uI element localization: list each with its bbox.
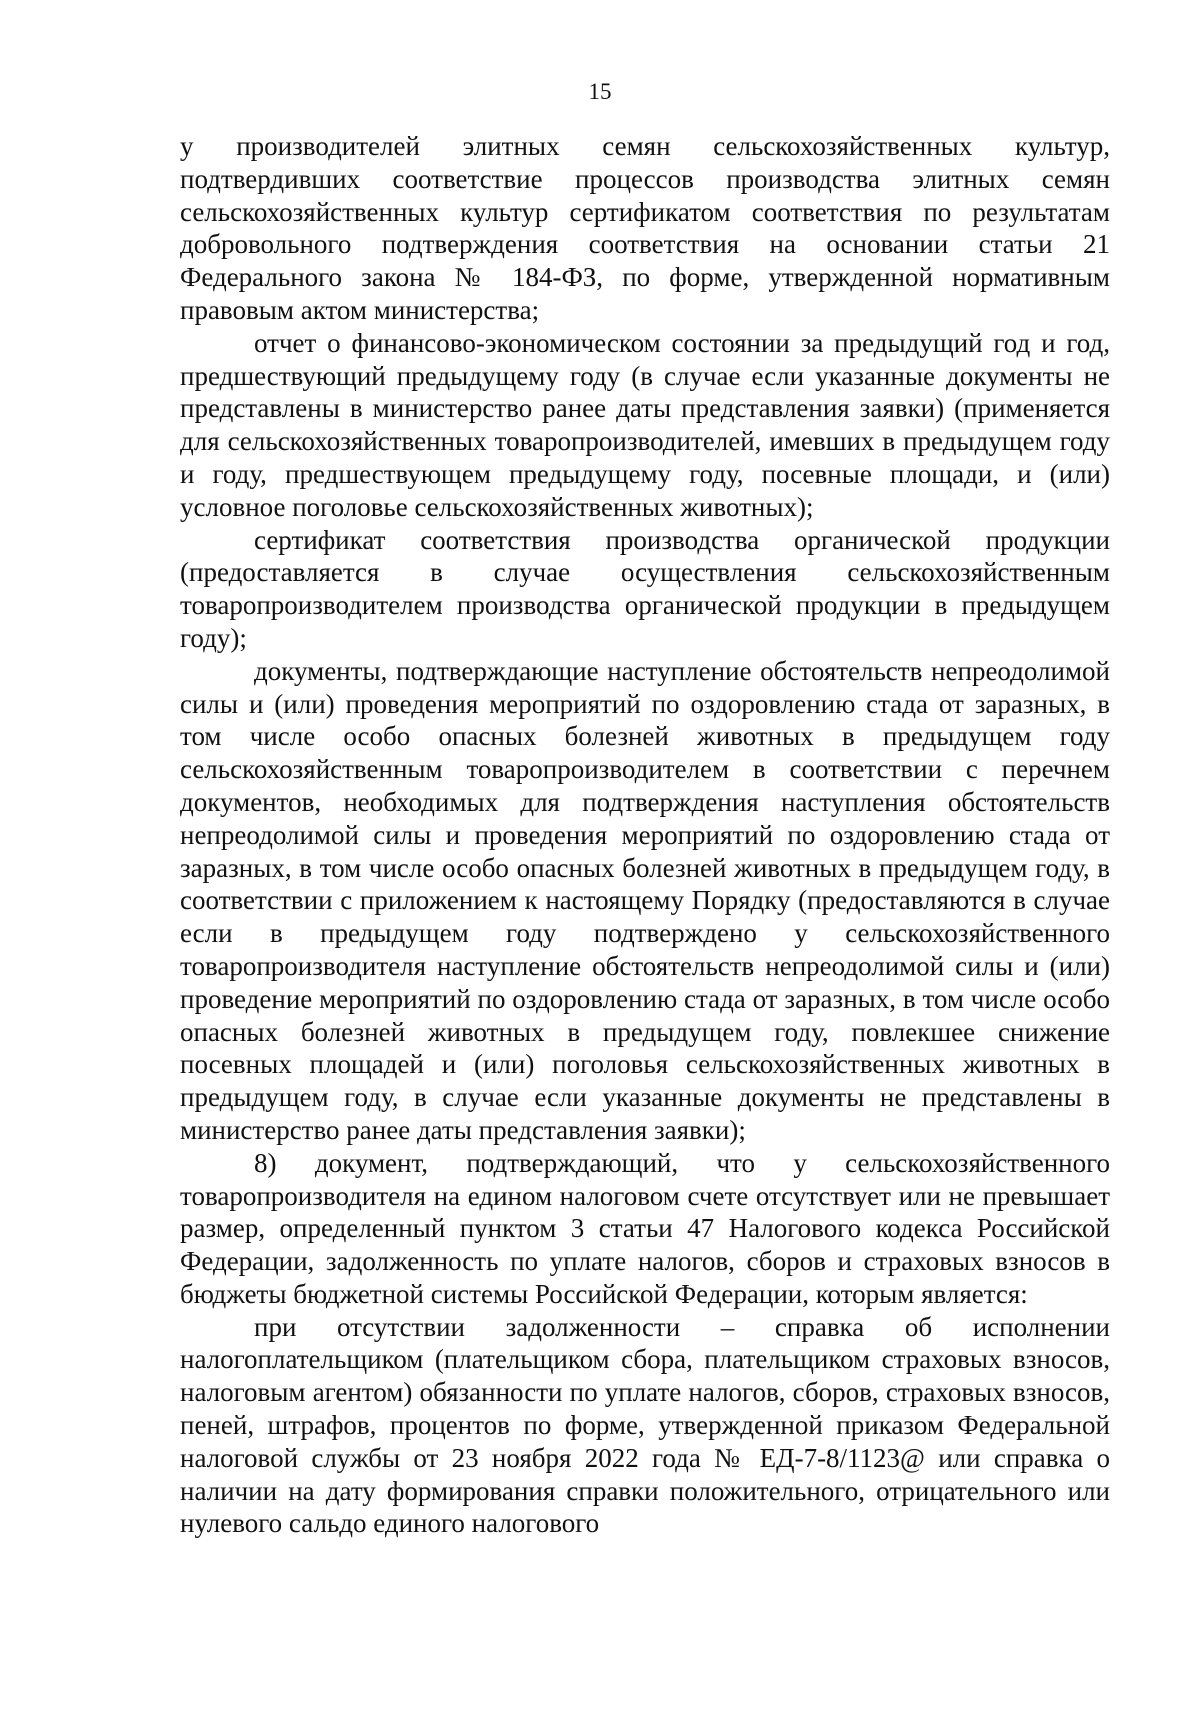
paragraph-item-8-tax-document: 8) документ, подтверждающий, что у сельскохозяйственного товаропроизводителя на едином налоговом счете отсутствует или не превышает размер, определенный пунктом 3 статьи 47 Налогового кодекса Российской Федерации, задолженность по уплате налогов, сборов и страховых взносов в бюджеты бюджетной системы Российской Федерации, которым является:	[180, 1147, 1110, 1309]
paragraph-elite-seeds-certificate: у производителей элитных семян сельскохозяйственных культур, подтвердивших соответствие процессов производства элитных семян сельскохозяйственных культур сертификатом соответствия по результатам добровольного подтверждения соответствия на основании статьи 21 Федерального закона № 184-ФЗ, по форме, утвержденной нормативным правовым актом министерства;	[180, 131, 1110, 325]
page-number: 15	[588, 79, 612, 104]
paragraph-no-debt-certificate: при отсутствии задолженности – справка об исполнении налогоплательщиком (плательщиком сбора, плательщиком страховых взносов, налоговым агентом) обязанности по уплате налогов, сборов, страховых взносов, пеней, штрафов, процентов по форме, утвержденной приказом Федеральной налоговой службы от 23 ноября 2022 года № ЕД-7-8/1123@ или справка о наличии на дату формирования справки положительного, отрицательного или нулевого сальдо единого налогового	[180, 1311, 1110, 1539]
paragraph-organic-certificate: сертификат соответствия производства органической продукции (предоставляется в случае осуществления сельскохозяйственным товаропроизводителем производства органической продукции в предыдущем году);	[180, 524, 1110, 653]
paragraph-force-majeure-documents: документы, подтверждающие наступление обстоятельств непреодолимой силы и (или) проведения мероприятий по оздоровлению стада от заразных, в том числе особо опасных болезней животных в предыдущем году сельскохозяйственным товаропроизводителем в соответствии с перечнем документов, необходимых для подтверждения наступления обстоятельств непреодолимой силы и проведения мероприятий по оздоровлению стада от заразных, в том числе особо опасных болезней животных в предыдущем году, в соответствии с приложением к настоящему Порядку (предоставляются в случае если в предыдущем году подтверждено у сельскохозяйственного товаропроизводителя наступление обстоятельств непреодолимой силы и (или) проведение мероприятий по оздоровлению стада от заразных, в том числе особо опасных болезней животных в предыдущем году, повлекшее снижение посевных площадей и (или) поголовья сельскохозяйственных животных в предыдущем году, в случае если указанные документы не представлены в министерство ранее даты представления заявки);	[180, 655, 1110, 1145]
document-body	[180, 130, 1110, 1540]
paragraph-financial-report: отчет о финансово-экономическом состоянии за предыдущий год и год, предшествующий предыдущему году (в случае если указанные документы не представлены в министерство ранее даты представления заявки) (применяется для сельскохозяйственных товаропроизводителей, имевших в предыдущем году и году, предшествующем предыдущему году, посевные площади, и (или) условное поголовье сельскохозяйственных животных);	[180, 327, 1110, 522]
